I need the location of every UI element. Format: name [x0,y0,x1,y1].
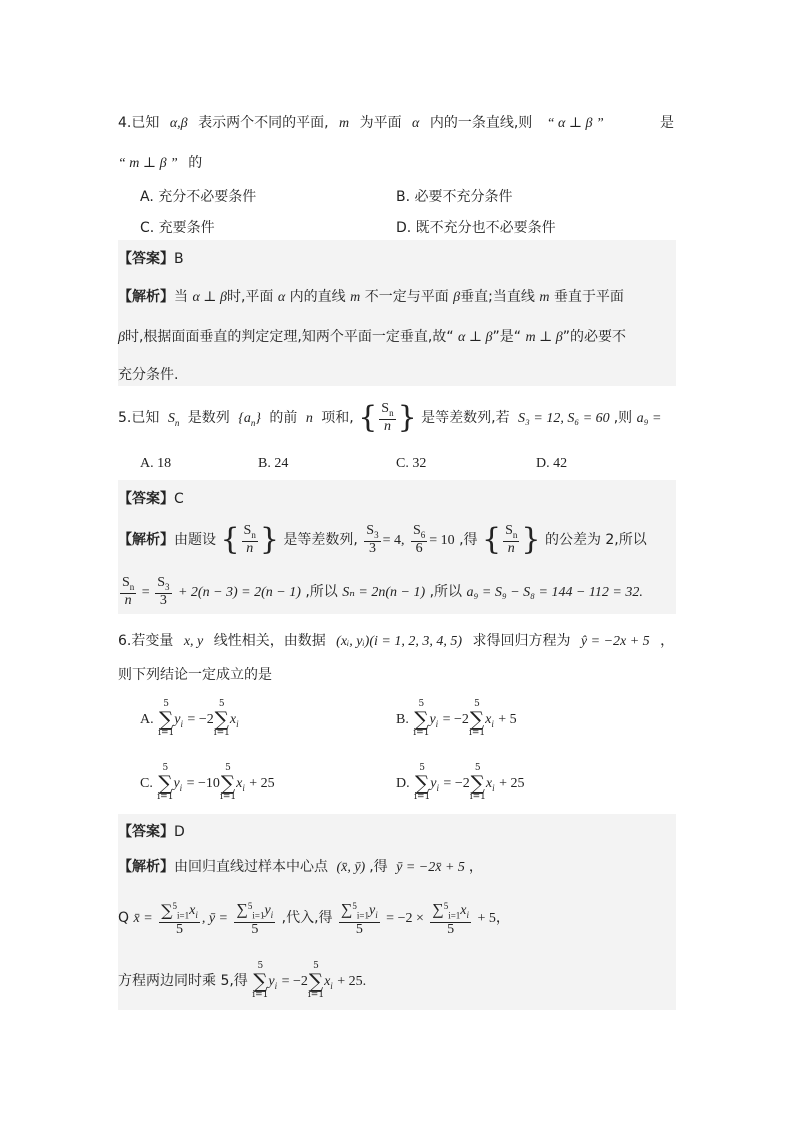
q6-number: 6. [118,633,132,649]
q5-number: 5. [118,410,132,426]
q4-option-b: B. 必要不充分条件 [396,189,513,205]
q6-option-a: A. 5 ∑ i=1 $y_i = -2$ 5 ∑ i=1 $x_i$ [140,699,239,738]
q6-answer: 【答案】D [118,824,185,840]
q4-stem-line1: 4.已知 α,β 表示两个不同的平面, m 为平面 α 内的一条直线,则 “ α ⊥ β ” [118,115,604,131]
q6-option-b: B. 5 ∑ i=1 $y_i = -2$ 5 ∑ i=1 $x_i + 5$ [396,699,517,738]
q4-option-d: D. 既不充分也不必要条件 [396,220,556,236]
q6-analysis-line2: Q x̄ = ∑ $^5_{i=1}x_i$ 5 , ȳ = $\frac{\sum^5_{i=1}y_i}{5}$ ,代入,得 $\frac{\sum^5_{i=1}y_i}{5}$ = −2 × $\frac{\sum^5_{i=1}x_i}{5}$ + 5， [118,900,510,938]
q4-option-c: C. 充要条件 [140,220,215,236]
q5-option-c: C. 32 [396,456,427,471]
q6-stem-line2: 则下列结论一定成立的是 [118,667,272,683]
q4-stem-line2: “ m ⊥ β ” 的 [118,155,203,171]
q5-analysis-line1: 【解析】由题设 { $\frac{S_n}{n}$ } 是等差数列, $\frac{S_3}{3}$ = 4, $\frac{S_6}{6}$ = 10 ,得 { $\frac{S_n}{n}$ } 的公差为 2,所以 [118,522,647,557]
q5-option-b: B. 24 [258,456,289,471]
q6-analysis-line3: 方程两边同时乘 5,得 5 ∑ i=1 $y_i = -2$ 5 ∑ i=1 $x_i + 25$. [118,961,367,1000]
q5-stem: 5.已知 $S_n$ 是数列 $\{a_n\}$ 的前 n 项和, { $\frac{S_n}{n}$ } 是等差数列,若 S₃ = 12, S₆ = 60 ,则 a₉ = [118,400,662,435]
q5-analysis-line2: $\frac{S_n}{n}$ = $\frac{S_3}{3}$ + 2(n − 3) = 2(n − 1) ,所以 Sₙ = 2n(n − 1) ,所以 a₉ = S₉ − S₈ = 144 − 112 = 32. [122,574,643,609]
q6-option-d: D. 5 ∑ i=1 $y_i = -2$ 5 ∑ i=1 $x_i + 25$ [396,763,525,802]
q4-option-a: A. 充分不必要条件 [140,189,257,205]
q4-stem-shi: 是 [660,115,674,131]
q5-answer: 【答案】C [118,491,184,507]
q4-answer: 【答案】B [118,251,184,267]
q4-analysis-line2: β时,根据面面垂直的判定定理,知两个平面一定垂直,故“ α ⊥ β”是“ m ⊥ β”的必要不 [118,329,627,345]
q4-analysis-line1: 【解析】当 α ⊥ β时,平面 α 内的直线 m 不一定与平面 β垂直;当直线 m 垂直于平面 [118,289,624,305]
q6-analysis-line1: 【解析】由回归直线过样本中心点 (x̄, ȳ) ,得 ȳ = −2x̄ + 5 ， [118,859,483,875]
q5-option-d: D. 42 [536,456,568,471]
q6-option-c: C. 5 ∑ i=1 $y_i = -10$ 5 ∑ i=1 $x_i + 25$ [140,763,275,802]
q5-option-a: A. 18 [140,456,172,471]
q4-answer-box [118,240,676,386]
q4-analysis-line3: 充分条件. [118,367,179,383]
q6-stem-line1: 6.若变量 x, y 线性相关，由数据 (xᵢ, yᵢ)(i = 1, 2, 3, 4, 5) 求得回归方程为 ŷ = −2x + 5 ， [118,633,675,649]
q4-number: 4. [118,115,132,131]
